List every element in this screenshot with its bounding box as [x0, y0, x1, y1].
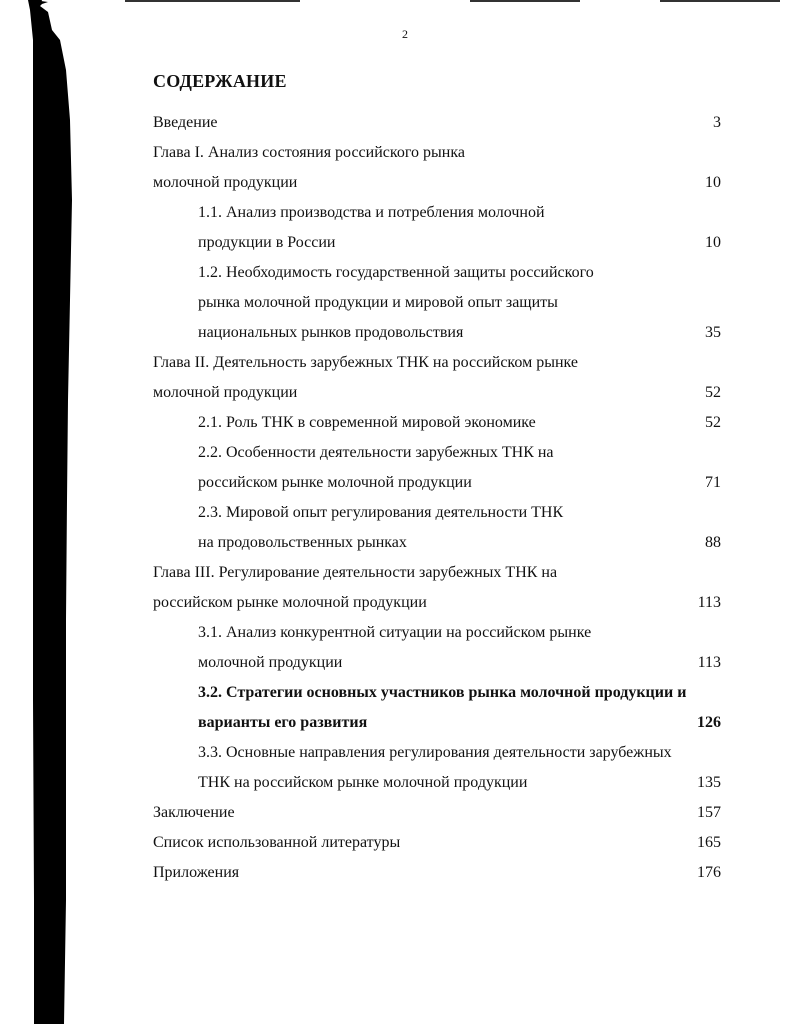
- toc-line-text: Глава I. Анализ состояния российского рынка: [153, 144, 465, 161]
- toc-line-text: 1.2. Необходимость государственной защиты российского: [198, 264, 594, 281]
- toc-line: [153, 378, 723, 408]
- toc-line: [153, 168, 723, 198]
- toc-line-page: 35: [705, 324, 721, 341]
- toc-line-page: 157: [697, 804, 721, 821]
- toc-line-text: Глава III. Регулирование деятельности зарубежных ТНК на: [153, 564, 558, 581]
- toc-line-text: российском рынке молочной продукции: [198, 474, 472, 491]
- toc-line-text: молочной продукции: [198, 654, 343, 671]
- toc-line: [153, 708, 723, 738]
- toc-line-text: Приложения: [153, 864, 240, 881]
- toc-line: [153, 768, 723, 798]
- toc-line: [153, 828, 723, 858]
- toc-line: [153, 468, 723, 498]
- toc-line-text: на продовольственных рынках: [198, 534, 407, 551]
- toc-line: [153, 198, 723, 228]
- top-scan-rule-left: [125, 0, 300, 2]
- toc-line-page: 52: [705, 384, 721, 401]
- toc-line-text: варианты его развития: [198, 714, 368, 731]
- toc-line-text: Заключение: [153, 804, 235, 821]
- toc-line: [153, 408, 723, 438]
- toc-line: [153, 288, 723, 318]
- toc-line: [153, 348, 723, 378]
- scan-shadow-edge: [0, 0, 80, 1024]
- toc-line-text: молочной продукции: [153, 384, 298, 401]
- toc-line-text: продукции в России: [198, 234, 336, 251]
- toc-line: [153, 258, 723, 288]
- toc-line: [153, 108, 723, 138]
- toc-line-page: 176: [697, 864, 721, 881]
- toc-line: [153, 858, 723, 888]
- toc-line-text: российском рынке молочной продукции: [153, 594, 427, 611]
- toc-line-page: 10: [705, 174, 721, 191]
- toc-line-page: 3: [713, 114, 721, 131]
- toc-line-text: национальных рынков продовольствия: [198, 324, 464, 341]
- toc-line-page: 71: [705, 474, 721, 491]
- toc-line-text: 2.3. Мировой опыт регулирования деятельности ТНК: [198, 504, 564, 521]
- toc-line: [153, 498, 723, 528]
- top-scan-rule-middle: [470, 0, 580, 2]
- toc-line: [153, 318, 723, 348]
- top-scan-rule-right: [660, 0, 780, 2]
- toc-line-text: 3.1. Анализ конкурентной ситуации на российском рынке: [198, 624, 592, 641]
- toc-line: [153, 528, 723, 558]
- toc-line-page: 113: [697, 654, 721, 671]
- toc-line-page: 113: [697, 594, 721, 611]
- toc-line: [153, 438, 723, 468]
- toc-line-page: 135: [697, 774, 721, 791]
- toc-line: [153, 228, 723, 258]
- toc-line-text: ТНК на российском рынке молочной продукции: [198, 774, 528, 791]
- toc-line-text: Введение: [153, 114, 218, 131]
- toc-line: [153, 738, 723, 768]
- toc-line-page: 52: [705, 414, 721, 431]
- page-number: 2: [402, 27, 408, 41]
- toc-line-text: 2.1. Роль ТНК в современной мировой экономике: [198, 414, 536, 431]
- toc-line: [153, 138, 723, 168]
- toc-line: [153, 798, 723, 828]
- toc-line: [153, 588, 723, 618]
- toc-line: [153, 648, 723, 678]
- toc-line-text: 2.2. Особенности деятельности зарубежных ТНК на: [198, 444, 554, 461]
- toc-line-page: 10: [705, 234, 721, 251]
- table-of-contents: [153, 108, 723, 888]
- toc-line: [153, 678, 723, 708]
- toc-line-text: молочной продукции: [153, 174, 298, 191]
- toc-line-text: Глава II. Деятельность зарубежных ТНК на российском рынке: [153, 354, 578, 371]
- toc-line-page: 126: [697, 714, 721, 731]
- toc-line: [153, 558, 723, 588]
- table-of-contents-heading: СОДЕРЖАНИЕ: [153, 71, 287, 91]
- toc-line-page: 165: [697, 834, 721, 851]
- toc-line-text: Список использованной литературы: [153, 834, 401, 851]
- toc-line-text: рынка молочной продукции и мировой опыт защиты: [198, 294, 558, 311]
- toc-line: [153, 618, 723, 648]
- toc-line-text: 1.1. Анализ производства и потребления молочной: [198, 204, 545, 221]
- toc-line-page: 88: [705, 534, 721, 551]
- toc-line-text: 3.3. Основные направления регулирования деятельности зарубежных: [198, 744, 672, 761]
- toc-line-text: 3.2. Стратегии основных участников рынка молочной продукции и: [198, 684, 687, 701]
